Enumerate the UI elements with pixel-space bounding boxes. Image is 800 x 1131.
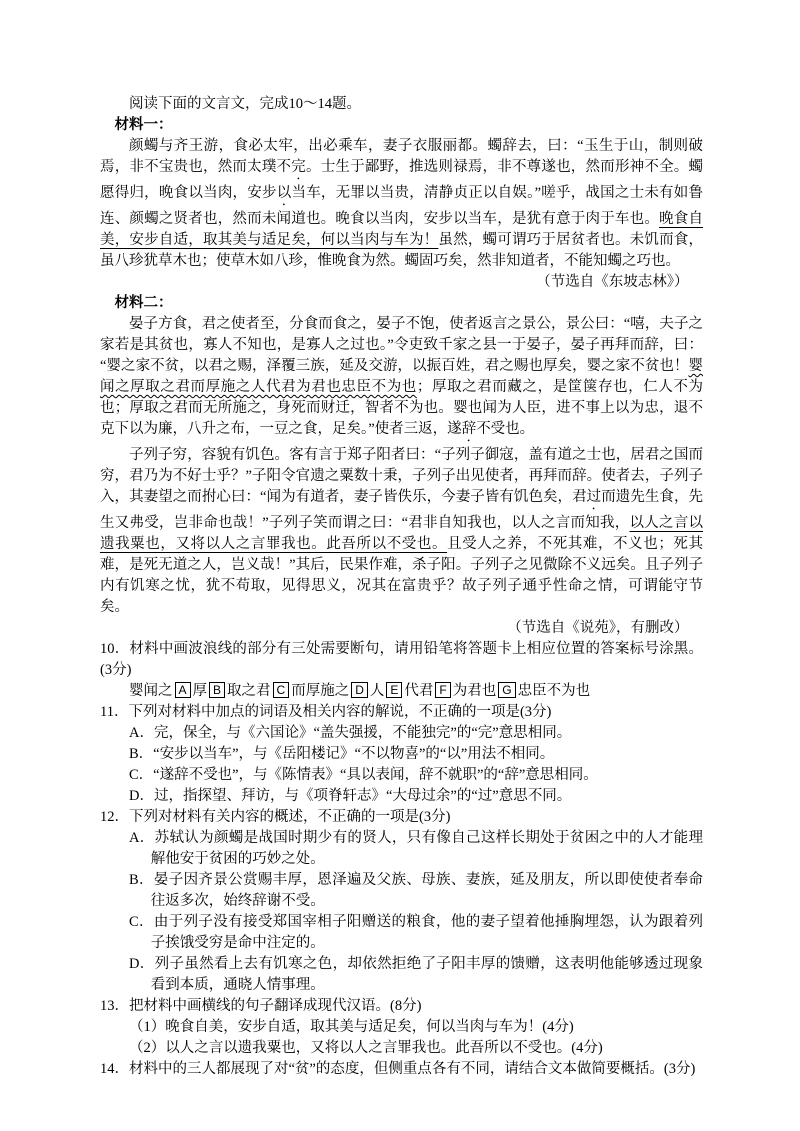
document-body: [100, 94, 703, 1080]
exam-instruction: [100, 94, 703, 115]
text-run: （节选自《说苑》，有删改）: [507, 620, 689, 636]
text-run: 婴闻之: [129, 683, 173, 699]
question-11-option-c: [129, 765, 703, 786]
question-12-option-a: [129, 828, 703, 870]
text-run: 而厚施之: [291, 683, 350, 699]
material-one-paragraph: [100, 136, 703, 272]
question-13-stem: [100, 996, 703, 1017]
question-11-option-b: [129, 744, 703, 765]
text-run: （节选自《东坡志林》）: [536, 274, 689, 290]
answer-letter-box: B: [209, 682, 225, 698]
text-run: 。士生于鄙野，推选则禄焉，非不尊遂也，然而形神不全。蠋愿得归，晚食以当肉，安步: [100, 159, 704, 201]
text-run: 取之君: [227, 683, 271, 699]
text-run: D．过，指探望、拜访，与《项脊轩志》“大母过余”的“过”意思不同。: [129, 788, 572, 804]
question-10-stem: [100, 639, 703, 681]
answer-letter-box: D: [351, 682, 368, 698]
text-run: B．“安步以当车”，与《岳阳楼记》“不以物喜”的“以”用法不相同。: [129, 746, 555, 762]
material-one-label: [100, 115, 703, 136]
underlined-sentence: 晚食自美，安步自适，取其美与适足矣，何以当肉与车为！: [100, 211, 704, 248]
underlined-sentence: 以人之言以遗我粟也，又将以人之言罪我也。此吾所以不受也。: [100, 515, 704, 552]
dotted-word: 以: [276, 185, 292, 201]
text-run: C．“遂辞不受也”，与《陈情表》“具以表闻，辞不就职”的“辞”意思相同。: [129, 767, 598, 783]
answer-letter-box: F: [435, 682, 450, 698]
question-12-option-c: [129, 912, 703, 954]
question-13-item-2: [100, 1038, 703, 1059]
question-10-segmentation-line: [100, 681, 703, 702]
text-run: B．晏子因齐景公赏赐丰厚，恩泽遍及父族、母族、妻族，延及朋友，所以即使使者奉命往返多次，始终辞谢不受。: [129, 872, 703, 909]
answer-letter-box: E: [386, 682, 402, 698]
text-run: D．列子虽然看上去有饥寒之色，却依然拒绝了子阳丰厚的馈赠，这表明他能够透过现象看到本质，通晓人情事理。: [129, 956, 703, 993]
question-13-item-1: [100, 1017, 703, 1038]
question-14-stem: [100, 1059, 703, 1080]
answer-letter-box: A: [175, 682, 191, 698]
text-run: 材料二：: [114, 295, 173, 311]
dotted-word: 完: [291, 159, 306, 175]
question-11-option-a: [129, 723, 703, 744]
text-run: （2）以人之言以遗我粟也，又将以人之言罪我也。此吾所以不受也。(4分): [129, 1040, 603, 1056]
question-11-stem: [100, 702, 703, 723]
text-run: 为君也: [452, 683, 497, 699]
question-11-option-d: [129, 786, 703, 807]
text-run: A．完，保全，与《六国论》“盖失强援，不能独完”的“完”意思相同。: [129, 725, 572, 741]
text-run: C．由于列子没有接受郑国宰相子阳赠送的粮食，他的妻子望着他捶胸埋怨，认为跟着列子挨饿受穷是命中注定的。: [129, 914, 703, 951]
text-run: A．苏轼认为颜蠋是战国时期少有的贤人，只有像自己这样长期处于贫困之中的人才能理解他安于贫困的巧妙之处。: [129, 830, 703, 867]
text-run: 子列子穷，容貌有饥色。客有言于郑子阳者曰：“子列子御寇，盖有道之士也，居君之国而穷，君乃为不好士乎？”子阳令官遗之粟数十秉，子列子出见使者，再拜而辞。使者去，子列子入，其妻望之而拊心曰：“闻为有道者，妻子皆佚乐，今妻子皆有饥色矣，君: [100, 447, 703, 505]
text-run: 阅读下面的文言文，完成10～14题。: [129, 96, 361, 112]
text-run: 而遗先生食，先生又弗受，岂非命也哉！”子列子笑而谓之曰：“君非自知我也，以人之言而知我，: [100, 489, 704, 531]
material-two-paragraph-one: [100, 314, 703, 445]
text-run: 10．材料中画波浪线的部分有三处需要断句，请用铅笔将答题卡上相应位置的答案标号涂黑。(3分): [100, 641, 703, 678]
text-run: （1）晚食自美，安步自适，取其美与适足矣，何以当肉与车为！(4分): [129, 1019, 574, 1035]
text-run: 当车，无罪以当贵，清静贞正以自娱。”嗟乎，战国之士未有如鲁连、颜蠋之贤者也，然而未闻道也。晚食以当肉，安步以当车，是犹有意于肉于车也。: [100, 185, 704, 227]
material-two-paragraph-two: [100, 445, 703, 618]
text-run: 材料一：: [114, 117, 173, 133]
text-run: 12．下列对材料有关内容的概述，不正确的一项是(3分): [100, 809, 451, 825]
text-run: 代君: [404, 683, 434, 699]
answer-letter-box: C: [273, 682, 290, 698]
answer-letter-box: G: [498, 682, 515, 698]
source-attribution-two: [100, 618, 703, 639]
text-run: 晏子方食，君之使者至，分食而食之，晏子不饱，使者返言之景公，景公曰：“嘻，夫子之家若是其贫也，寡人不知也，是寡人之过也。”令吏致千家之县一于晏子，晏子再拜而辞，曰：“婴之家不贫，以君之赐，泽覆三族，延及交游，以振百姓，君之赐也厚矣，婴之家不贫也！: [100, 316, 703, 374]
text-run: 虽然，蠋可谓巧于居贫者也。未饥而食，虽八珍犹草木也；使草木如八珍，惟晚食为然。蠋固巧矣，然非知道者，不能知蠋之巧也。: [100, 232, 704, 269]
material-two-label: [100, 293, 703, 314]
text-run: 14．材料中的三人都展现了对“贫”的态度，但侧重点各有不同，请结合文本做简要概括。(3分): [100, 1061, 696, 1077]
text-run: 且受人之养，不死其难，不义也；死其难，是死无道之人，岂义哉！”其后，民果作难，杀子阳。子列子之见微除不义远矣。且子列子内有饥寒之忧，犹不苟取，见得思义，况其在富贵乎？故子列子通乎性命之情，可谓能守节矣。: [100, 536, 703, 615]
wavy-underlined-sentence: 婴闻之厚取之君而厚施之人代君为君也忠臣不为也: [100, 358, 703, 395]
text-run: 不受也。: [476, 421, 535, 437]
text-run: 厚: [192, 683, 208, 699]
text-run: 忠臣不为也: [517, 683, 591, 699]
text-run: ；厚取之君而藏之，是筐箧存也，仁人不为也；厚取之君而无所施之，身死而财迁，智者不为也。婴也闻为人臣，进不事上以为忠，退不克下以为廉，八升之布，一豆之食，足矣。”使者三返，遂: [100, 379, 704, 437]
question-12-stem: [100, 807, 703, 828]
dotted-word: 辞: [461, 421, 477, 437]
text-run: 人: [369, 683, 385, 699]
text-run: 11．下列对材料中加点的词语及相关内容的解说，不正确的一项是(3分): [100, 704, 552, 720]
question-12-option-d: [129, 954, 703, 996]
text-run: 13．把材料中画横线的句子翻译成现代汉语。(8分): [100, 998, 422, 1014]
question-12-option-b: [129, 870, 703, 912]
source-attribution-one: [100, 272, 703, 293]
text-run: 颜蠋与齐王游，食必太牢，出必乘车，妻子衣服丽都。蠋辞去，曰：“玉生于山，制则破焉，非不宝贵也，然而太璞不: [100, 138, 703, 175]
dotted-word: 过: [586, 489, 602, 505]
